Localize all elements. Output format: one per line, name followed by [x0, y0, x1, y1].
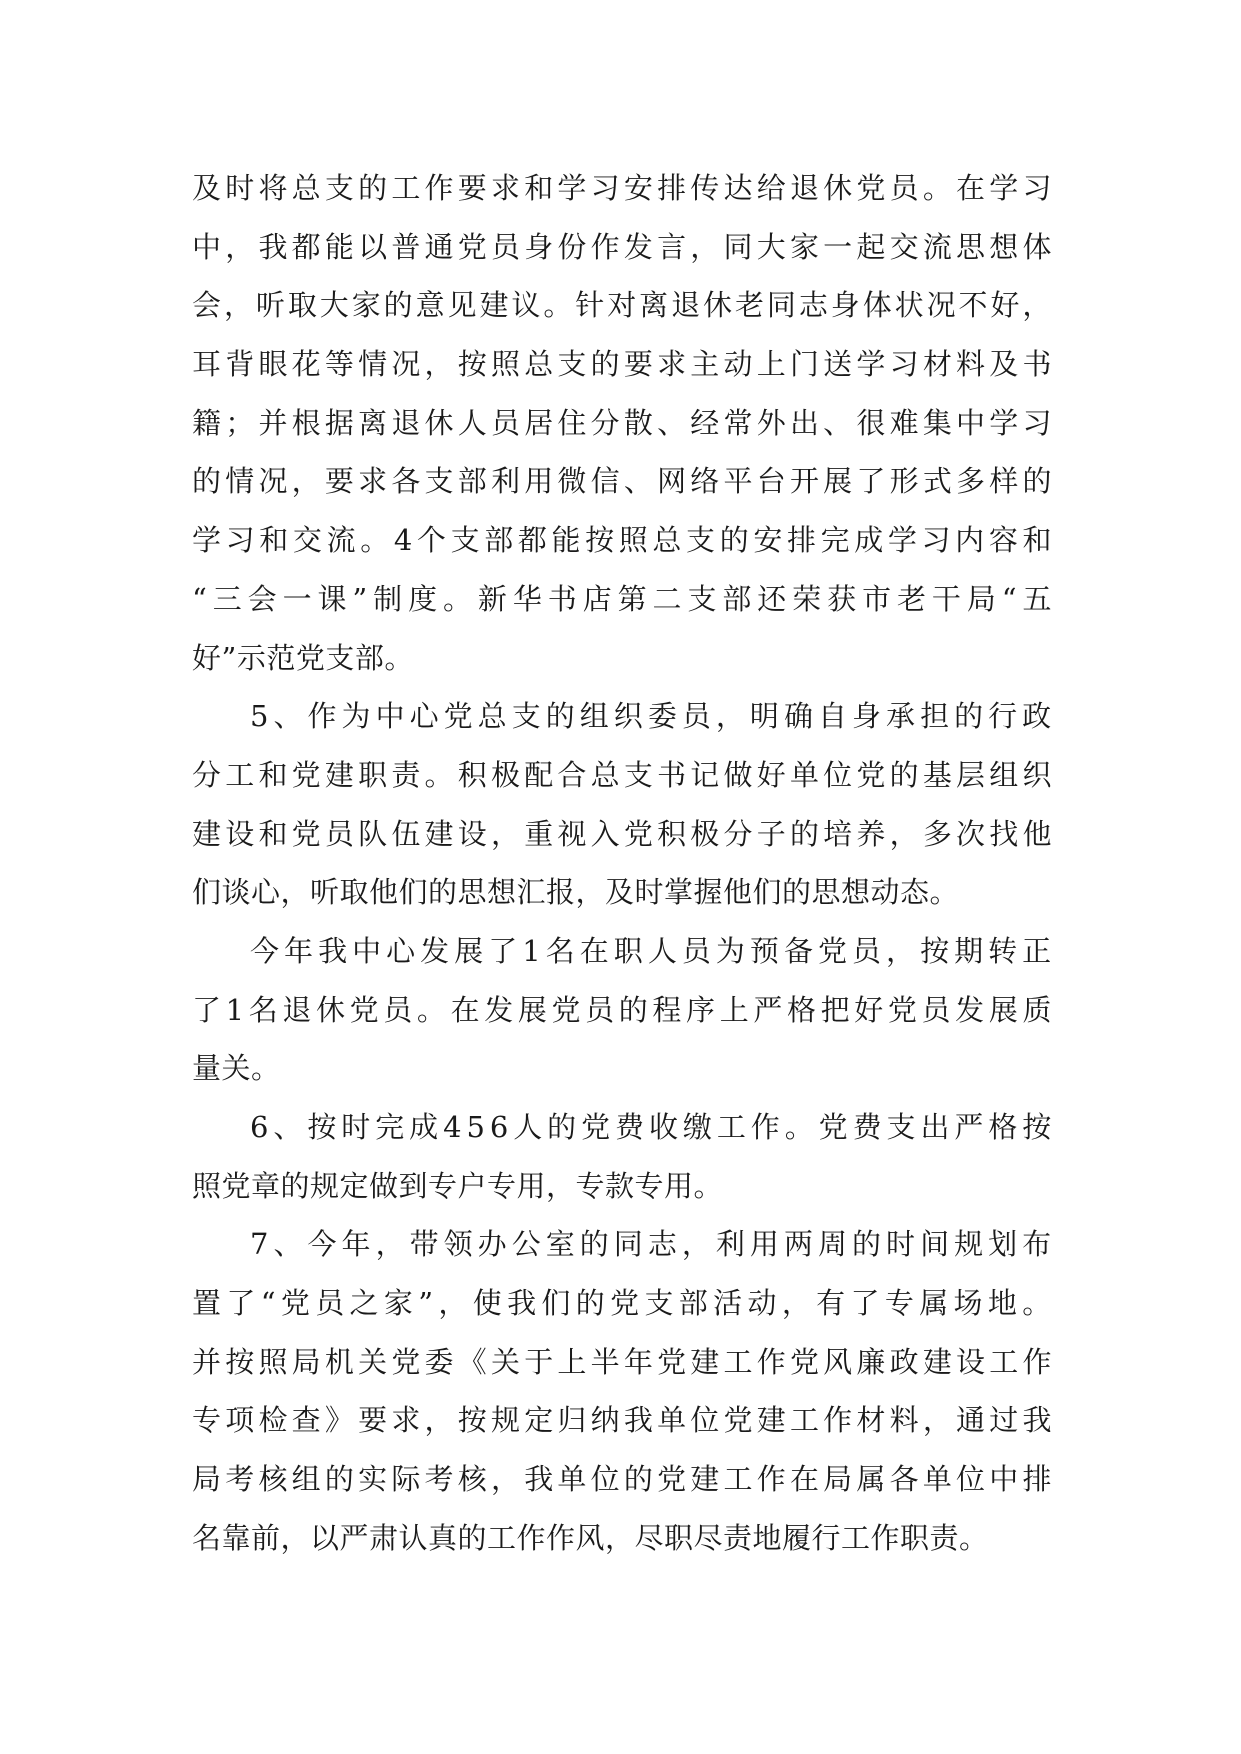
text-line: 了 1 名 退 休 党 员 。 在 发 展 党 员 的 程 序 上 严 格 把 好 党 员 发 展 质	[192, 992, 1052, 1027]
text-line: 照党章的规定做到专户专用，专款专用。	[192, 1168, 724, 1203]
text-line: 中 ， 我 都 能 以 普 通 党 员 身 份 作 发 言 ， 同 大 家 一 起 交 流 思 想 体	[192, 229, 1052, 264]
text-line: 5 、 作 为 中 心 党 总 支 的 组 织 委 员 ， 明 确 自 身 承 担 的 行 政	[250, 699, 1052, 734]
text-line: 置 了 “ 党 员 之 家 ” ， 使 我 们 的 党 支 部 活 动 ， 有 了 专 属 场 地 。	[192, 1286, 1052, 1321]
text-line: 分 工 和 党 建 职 责 。 积 极 配 合 总 支 书 记 做 好 单 位 党 的 基 层 组 织	[192, 757, 1052, 792]
text-line: 籍 ； 并 根 据 离 退 休 人 员 居 住 分 散 、 经 常 外 出 、 很 难 集 中 学 习	[192, 405, 1052, 440]
text-line: 好”示范党支部。	[192, 640, 414, 675]
text-line: 学 习 和 交 流 。 4 个 支 部 都 能 按 照 总 支 的 安 排 完 成 学 习 内 容 和	[192, 523, 1052, 558]
text-line: 耳 背 眼 花 等 情 况 ， 按 照 总 支 的 要 求 主 动 上 门 送 学 习 材 料 及 书	[192, 347, 1052, 382]
text-line: 建 设 和 党 员 队 伍 建 设 ， 重 视 入 党 积 极 分 子 的 培 养 ， 多 次 找 他	[192, 816, 1052, 851]
text-line: 6 、 按 时 完 成 4 5 6 人 的 党 费 收 缴 工 作 。 党 费 支 出 严 格 按	[250, 1110, 1052, 1144]
text-line: 名靠前，以严肃认真的工作作风，尽职尽责地履行工作职责。	[192, 1520, 989, 1555]
text-line: 量关。	[192, 1051, 281, 1086]
text-line: 们谈心，听取他们的思想汇报，及时掌握他们的思想动态。	[192, 875, 960, 910]
text-line: “ 三 会 一 课 ” 制 度 。 新 华 书 店 第 二 支 部 还 荣 获 市 老 干 局 “ 五	[192, 581, 1052, 616]
document-body	[192, 159, 1052, 1568]
text-line: 7 、 今 年 ， 带 领 办 公 室 的 同 志 ， 利 用 两 周 的 时 间 规 划 布	[250, 1227, 1052, 1262]
text-line: 会 ， 听 取 大 家 的 意 见 建 议 。 针 对 离 退 休 老 同 志 身 体 状 况 不 好 ，	[192, 288, 1052, 323]
text-line: 的 情 况 ， 要 求 各 支 部 利 用 微 信 、 网 络 平 台 开 展 了 形 式 多 样 的	[192, 464, 1052, 499]
text-line: 专 项 检 查 》 要 求 ， 按 规 定 归 纳 我 单 位 党 建 工 作 材 料 ， 通 过 我	[192, 1403, 1052, 1438]
text-line: 局 考 核 组 的 实 际 考 核 ， 我 单 位 的 党 建 工 作 在 局 属 各 单 位 中 排	[192, 1462, 1052, 1497]
text-line: 并 按 照 局 机 关 党 委 《 关 于 上 半 年 党 建 工 作 党 风 廉 政 建 设 工 作	[192, 1344, 1052, 1379]
text-line: 及 时 将 总 支 的 工 作 要 求 和 学 习 安 排 传 达 给 退 休 党 员 。 在 学 习	[192, 171, 1052, 205]
text-line: 今 年 我 中 心 发 展 了 1 名 在 职 人 员 为 预 备 党 员 ， 按 期 转 正	[250, 933, 1052, 968]
